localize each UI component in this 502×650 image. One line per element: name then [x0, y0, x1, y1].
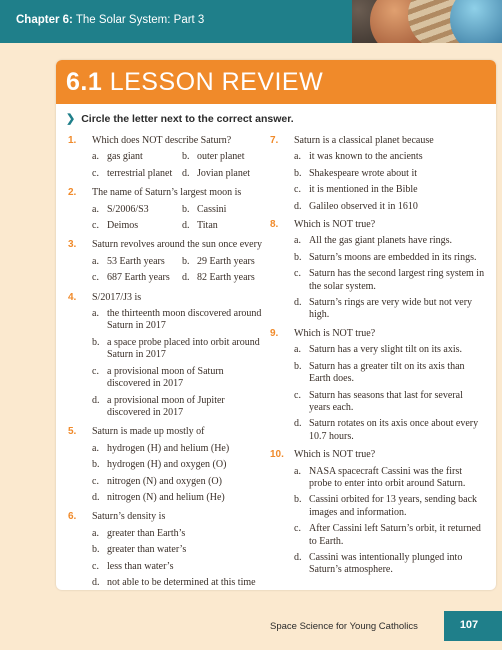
chapter-header-bar — [0, 0, 502, 43]
options-row — [92, 459, 264, 471]
options-row — [294, 297, 486, 322]
option-letter: a. — [92, 527, 99, 539]
options-row — [92, 168, 264, 180]
option-letter: a. — [294, 465, 301, 477]
book-title: Space Science for Young Catholics — [270, 621, 418, 632]
option-letter: b. — [92, 459, 100, 471]
answer-options — [92, 308, 264, 419]
option-text: 29 Earth years — [197, 255, 255, 267]
option-letter: d. — [182, 167, 190, 179]
question-text: Which is NOT true? — [294, 219, 376, 231]
options-row — [294, 151, 486, 163]
question-number: 8. — [270, 219, 279, 231]
answer-option — [294, 151, 486, 163]
option-text: greater than Earth’s — [107, 527, 186, 539]
options-row — [294, 201, 486, 213]
question-number: 5. — [68, 426, 77, 438]
option-text: a provisional moon of Saturn discovered in 2017 — [107, 365, 224, 390]
option-text: nitrogen (N) and oxygen (O) — [107, 475, 222, 487]
option-letter: c. — [92, 167, 99, 179]
option-letter: a. — [92, 255, 99, 267]
review-title-text: LESSON REVIEW — [102, 68, 324, 96]
question-text: S/2017/J3 is — [92, 291, 142, 303]
planet-image-blue — [450, 0, 502, 43]
option-text: After Cassini left Saturn’s orbit, it returned to Earth. — [309, 523, 481, 547]
options-row — [294, 168, 486, 180]
question-text: Which is NOT true? — [294, 327, 376, 339]
options-row — [92, 476, 264, 488]
answer-options — [92, 204, 264, 233]
option-letter: d. — [294, 551, 302, 563]
answer-option — [294, 418, 486, 443]
answer-options — [92, 151, 264, 180]
answer-option — [294, 390, 486, 415]
option-text: a provisional moon of Jupiter discovered in 2017 — [107, 394, 225, 418]
option-letter: b. — [182, 255, 190, 267]
answer-option — [294, 523, 486, 548]
review-title — [66, 68, 323, 97]
option-letter: a. — [92, 308, 99, 320]
option-letter: b. — [294, 251, 302, 263]
answer-option — [294, 268, 486, 293]
question-number: 4. — [68, 291, 77, 303]
answer-option — [92, 528, 264, 540]
options-row — [294, 418, 486, 443]
option-letter: b. — [294, 360, 302, 372]
question-9 — [270, 328, 486, 443]
option-text: Saturn has seasons that last for several years each. — [309, 389, 463, 413]
option-text: S/2006/S3 — [107, 203, 149, 215]
option-letter: b. — [294, 494, 302, 506]
option-text: Deimos — [107, 220, 139, 232]
question-text: Saturn is made up mostly of — [92, 426, 205, 438]
option-letter: c. — [294, 523, 301, 535]
option-text: the thirteenth moon discovered around Saturn in 2017 — [107, 308, 262, 332]
option-letter: c. — [92, 560, 99, 572]
question-4 — [68, 292, 264, 420]
question-number: 7. — [270, 135, 279, 146]
answer-option — [182, 256, 264, 268]
option-text: 687 Earth years — [107, 272, 170, 284]
option-text: Saturn’s moons are embedded in its rings. — [309, 251, 477, 263]
option-letter: b. — [294, 167, 302, 179]
option-letter: b. — [92, 544, 100, 556]
question-text: Saturn revolves around the sun once every — [92, 239, 262, 251]
option-text: NASA spacecraft Cassini was the first probe to enter into orbit around Saturn. — [309, 465, 466, 489]
option-text: Jovian planet — [197, 167, 251, 179]
options-row — [92, 256, 264, 268]
option-letter: a. — [294, 344, 301, 356]
options-row — [294, 466, 486, 491]
option-letter: a. — [294, 235, 301, 247]
option-letter: c. — [294, 184, 301, 196]
options-row — [294, 494, 486, 519]
lesson-review-card — [56, 60, 496, 590]
question-number: 6. — [68, 511, 77, 523]
question-number: 2. — [68, 187, 77, 199]
option-letter: c. — [92, 475, 99, 487]
options-row — [294, 252, 486, 264]
option-text: outer planet — [197, 151, 245, 163]
answer-option — [294, 494, 486, 519]
answer-option — [92, 395, 264, 420]
option-text: Titan — [197, 220, 218, 232]
option-text: Cassini orbited for 13 years, sending back images and information. — [309, 494, 478, 518]
option-letter: c. — [92, 272, 99, 284]
answer-option — [92, 272, 182, 284]
options-row — [294, 552, 486, 577]
chapter-title — [16, 14, 204, 26]
answer-option — [294, 297, 486, 322]
option-text: Saturn rotates on its axis once about every 10.7 hours. — [309, 418, 479, 442]
option-letter: d. — [294, 297, 302, 309]
page-number-box — [444, 611, 502, 641]
option-text: Shakespeare wrote about it — [309, 167, 418, 179]
option-text: less than water’s — [107, 560, 174, 572]
answer-option — [294, 184, 486, 196]
question-number: 10. — [270, 449, 284, 461]
answer-option — [92, 443, 264, 455]
answer-options — [92, 256, 264, 285]
option-text: Cassini — [197, 203, 227, 215]
question-number: 9. — [270, 327, 279, 339]
option-text: it was known to the ancients — [309, 151, 423, 163]
answer-options — [92, 528, 264, 590]
answer-option — [92, 168, 182, 180]
answer-option — [294, 168, 486, 180]
option-letter: d. — [182, 272, 190, 284]
options-row — [294, 344, 486, 356]
answer-options — [294, 151, 486, 213]
answer-option — [92, 204, 182, 216]
options-row — [92, 308, 264, 333]
option-text: Saturn has the second largest ring system in the solar system. — [309, 268, 485, 292]
answer-option — [92, 459, 264, 471]
question-5 — [68, 426, 264, 504]
option-letter: b. — [92, 336, 100, 348]
instruction-text: Circle the letter next to the correct answer. — [81, 113, 294, 125]
option-text: greater than water’s — [107, 544, 187, 556]
options-row — [92, 577, 264, 589]
question-number: 3. — [68, 239, 77, 251]
question-6 — [68, 511, 264, 589]
question-2 — [68, 187, 264, 232]
option-text: gas giant — [107, 151, 143, 163]
options-row — [92, 561, 264, 573]
review-header — [56, 60, 496, 104]
option-text: All the gas giant planets have rings. — [309, 235, 453, 247]
option-text: Galileo observed it in 1610 — [309, 200, 418, 212]
option-text: Saturn has a greater tilt on its axis than Earth does. — [309, 360, 465, 385]
answer-option — [92, 476, 264, 488]
option-letter: a. — [92, 442, 99, 454]
option-text: not able to be determined at this time — [107, 576, 256, 588]
options-row — [294, 184, 486, 196]
answer-option — [294, 552, 486, 577]
planet-images — [352, 0, 502, 43]
question-1 — [68, 135, 264, 180]
answer-option — [92, 256, 182, 268]
option-text: Cassini was intentionally plunged into Saturn’s atmosphere. — [309, 551, 463, 576]
answer-option — [92, 577, 264, 589]
options-row — [294, 235, 486, 247]
option-letter: c. — [92, 220, 99, 232]
option-letter: d. — [92, 576, 100, 588]
question-8 — [270, 219, 486, 322]
option-text: terrestrial planet — [107, 167, 173, 179]
option-text: Saturn has a very slight tilt on its axis. — [309, 344, 463, 356]
answer-option — [294, 344, 486, 356]
options-row — [92, 528, 264, 540]
chevron-right-icon: ❯ — [66, 113, 76, 125]
option-letter: a. — [294, 151, 301, 163]
answer-option — [92, 151, 182, 163]
options-row — [92, 544, 264, 556]
answer-options — [92, 443, 264, 505]
options-row — [92, 492, 264, 504]
option-text: 53 Earth years — [107, 255, 165, 267]
question-text: Saturn is a classical planet because — [294, 135, 434, 146]
chapter-name: The Solar System: Part 3 — [72, 14, 205, 26]
question-text: Saturn’s density is — [92, 511, 166, 523]
question-text: Which is NOT true? — [294, 449, 376, 461]
options-row — [92, 204, 264, 216]
option-text: hydrogen (H) and helium (He) — [107, 442, 230, 454]
options-row — [92, 272, 264, 284]
answer-option — [92, 561, 264, 573]
option-letter: d. — [92, 491, 100, 503]
questions-column-right — [270, 135, 486, 581]
answer-option — [92, 308, 264, 333]
options-row — [92, 220, 264, 232]
answer-options — [294, 344, 486, 443]
option-letter: d. — [92, 394, 100, 406]
review-number: 6.1 — [66, 68, 103, 96]
answer-option — [92, 366, 264, 391]
answer-option — [182, 220, 264, 232]
options-row — [294, 390, 486, 415]
option-letter: a. — [92, 151, 99, 163]
answer-option — [182, 151, 264, 163]
question-text: The name of Saturn’s largest moon is — [92, 187, 242, 199]
answer-option — [294, 252, 486, 264]
answer-option — [294, 235, 486, 247]
options-row — [294, 361, 486, 386]
options-row — [92, 395, 264, 420]
options-row — [294, 268, 486, 293]
option-letter: a. — [92, 203, 99, 215]
questions-column-left — [68, 135, 264, 590]
option-letter: b. — [182, 151, 190, 163]
question-10 — [270, 449, 486, 577]
option-text: a space probe placed into orbit around Saturn in 2017 — [107, 336, 260, 361]
chapter-label: Chapter 6: — [16, 14, 73, 26]
answer-option — [92, 492, 264, 504]
answer-option — [182, 168, 264, 180]
option-text: nitrogen (N) and helium (He) — [107, 491, 225, 503]
page-number: 107 — [459, 619, 479, 631]
question-7 — [270, 135, 486, 213]
option-letter: c. — [294, 268, 301, 280]
option-text: 82 Earth years — [197, 272, 255, 284]
answer-option — [294, 466, 486, 491]
answer-option — [182, 204, 264, 216]
options-row — [92, 366, 264, 391]
answer-options — [294, 235, 486, 321]
instruction — [66, 112, 294, 125]
answer-option — [294, 201, 486, 213]
options-row — [92, 337, 264, 362]
option-text: it is mentioned in the Bible — [309, 184, 418, 196]
answer-option — [182, 272, 264, 284]
option-text: hydrogen (H) and oxygen (O) — [107, 459, 227, 471]
question-3 — [68, 239, 264, 284]
option-letter: d. — [294, 418, 302, 430]
answer-option — [294, 361, 486, 386]
answer-option — [92, 220, 182, 232]
answer-option — [92, 337, 264, 362]
option-text: Saturn’s rings are very wide but not very high. — [309, 297, 473, 321]
option-letter: b. — [182, 203, 190, 215]
option-letter: c. — [294, 389, 301, 401]
option-letter: d. — [294, 200, 302, 212]
options-row — [294, 523, 486, 548]
answer-option — [92, 544, 264, 556]
question-number: 1. — [68, 135, 77, 146]
options-row — [92, 443, 264, 455]
options-row — [92, 151, 264, 163]
option-letter: d. — [182, 220, 190, 232]
answer-options — [294, 466, 486, 577]
option-letter: c. — [92, 365, 99, 377]
question-text: Which does NOT describe Saturn? — [92, 135, 232, 146]
